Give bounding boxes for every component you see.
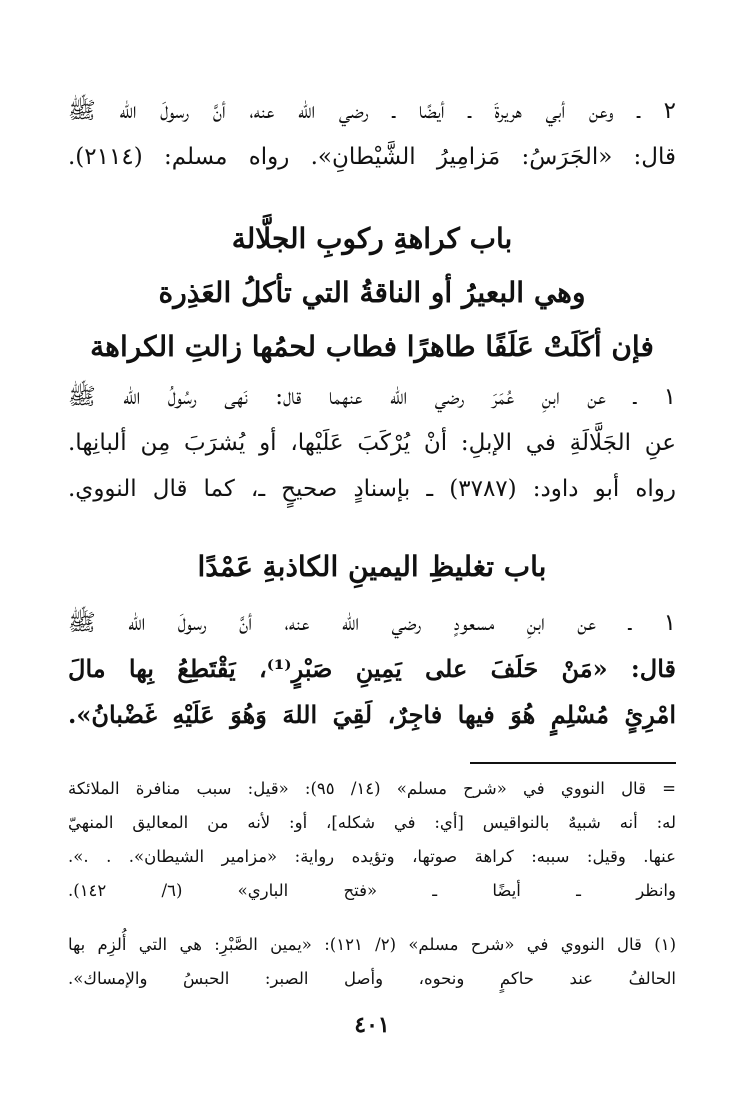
text-line: رواه أبو داود: (٣٧٨٧) ـ بإسنادٍ صحيحٍ ـ، كما قال النووي.: [68, 476, 676, 502]
footnote-line: (١) قال النووي في «شرح مسلم» (٢/ ١٢١): «يمين الصَّبْرِ: هي التي أُلزِم بها: [68, 935, 676, 954]
hadith-ibn-masud: [68, 600, 676, 738]
chapter-heading-false-oath: [68, 540, 676, 594]
text-line: قال: «مَنْ حَلَفَ على يَمِينِ صَبْرٍ⁽¹⁾، يَقْتَطِعُ بِها مالَ: [68, 654, 676, 683]
footnote-line: له: أنه شبيهٌ بالنواقيس [أي: في شكله]، أو: لأنه من المعاليق المنهيّ: [68, 813, 676, 832]
text-line: عنِ الجَلَّالَةِ في الإبلِ: أنْ يُرْكَبَ عَلَيْها، أو يُشرَبَ مِن ألبانِها.: [68, 430, 676, 456]
heading-line: باب كراهةِ ركوبِ الجلَّالة: [231, 222, 513, 255]
hadith-abu-hurayra: [68, 88, 676, 180]
hadith-ibn-umar: [68, 374, 676, 512]
footnote-line: وانظر ـ أيضًا ـ «فتح الباري» (٦/ ١٤٢).: [68, 881, 676, 900]
footnote-line: = قال النووي في «شرح مسلم» (١٤/ ٩٥): «قيل: سبب منافرة الملائكة: [68, 779, 676, 798]
text-line: ١ ـ عن ابنِ مسعودٍ رضي الله عنه، أنَّ رسولَ الله ﷺ: [68, 610, 676, 636]
footnote-divider: [470, 762, 676, 764]
footnote-1: [68, 928, 676, 996]
text-line: ٢ ـ وعن أبي هريرةَ ـ أيضًا ـ رضي الله عنه، أنَّ رسولَ الله ﷺ: [68, 98, 676, 124]
footnote-line: الحالفُ عند حاكمٍ ونحوه، وأصل الصبر: الحبسُ والإمساك».: [68, 969, 676, 988]
footnote-line: عنها. وقيل: سببه: كراهة صوتها، وتؤيده رواية: «مزامير الشيطان». . .».: [68, 847, 676, 866]
heading-line: وهي البعيرُ أو الناقةُ التي تأكلُ العَذِرة: [158, 276, 586, 309]
heading-line: فإن أكَلَتْ عَلَفًا طاهرًا فطاب لحمُها زالتِ الكراهة: [90, 330, 654, 363]
heading-line: باب تغليظِ اليمينِ الكاذبةِ عَمْدًا: [197, 550, 547, 583]
text-line: امْرِئٍ مُسْلِمٍ هُوَ فيها فاجِرٌ، لَقِيَ اللهَ وَهُوَ عَلَيْهِ غَضْبانُ».: [68, 700, 676, 729]
text-line: قال: «الجَرَسُ: مَزامِيرُ الشَّيْطانِ». رواه مسلم: (٢١١٤).: [68, 144, 676, 170]
text-line: ١ ـ عن ابنِ عُمَرَ رضي الله عنهما قال: نَهى رسُولُ الله ﷺ: [68, 384, 676, 410]
chapter-heading-jallala: [68, 212, 676, 374]
footnote-continued: [68, 772, 676, 908]
page-number: ٤٠١: [354, 1012, 390, 1038]
